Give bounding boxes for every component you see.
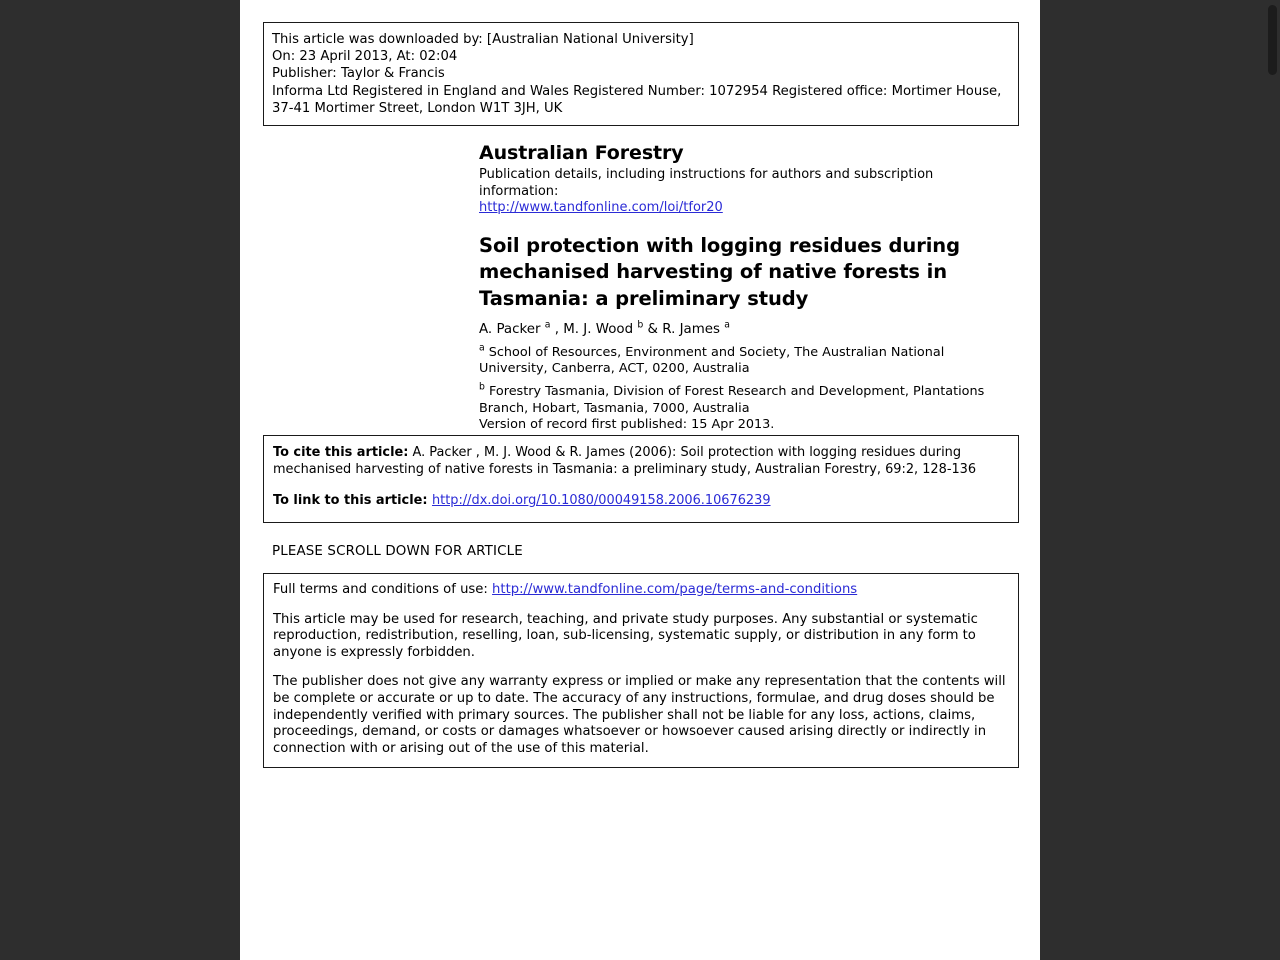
author-one-affiliation-marker: a [544,319,551,331]
vertical-scrollbar-track[interactable] [1265,0,1280,960]
terms-paragraph-usage: This article may be used for research, teaching, and private study purposes. Any substantial or systematic reproduction, redistribution, reselling, loan, sub-licensing, systematic supply, or distribution in any form to anyone is expressly forbidden. [273,611,978,660]
cite-this-article-label: To cite this article: [273,445,409,460]
journal-title: Australian Forestry [479,142,684,164]
affiliation-b-text: Forestry Tasmania, Division of Forest Research and Development, Plantations Branch, Hobart, Tasmania, 7000, Australia [479,384,985,416]
affiliation-b-marker: b [479,382,485,394]
terms-and-conditions-box [263,573,1019,768]
download-date-line: On: 23 April 2013, At: 02:04 [272,49,458,65]
citation-line [273,445,1009,478]
author-separator-two: & R. James [643,322,725,337]
author-separator-one: , M. J. Wood [550,322,638,337]
publisher-line: Publisher: Taylor & Francis [272,66,445,82]
journal-homepage-link[interactable]: http://www.tandfonline.com/loi/tfor20 [479,200,723,215]
registration-line: Informa Ltd Registered in England and Wales Registered Number: 1072954 Registered office: Mortimer House, 37-41 Mortimer Street, London W1T 3JH, UK [272,83,1002,116]
doi-link[interactable]: http://dx.doi.org/10.1080/00049158.2006.10676239 [432,493,771,508]
terms-paragraph-warranty: The publisher does not give any warranty express or implied or make any representation that the contents will be complete or accurate or up to date. The accuracy of any instructions, formulae, and drug doses should be independently verified with primary sources. The publisher shall not be liable for any loss, actions, claims, proceedings, demand, or costs or damages whatsoever or howsoever caused arising directly or indirectly in connection with or arising out of the use of this material. [273,674,1006,756]
full-terms-label: Full terms and conditions of use: [273,582,493,597]
affiliation-a-marker: a [479,342,485,354]
affiliation-b [479,384,999,416]
citation-box [263,435,1019,523]
affiliation-a [479,342,999,377]
pdf-page [240,0,1040,960]
publication-details [479,167,999,217]
terms-and-conditions-link[interactable]: http://www.tandfonline.com/page/terms-and-conditions [492,582,858,597]
downloaded-by-line: This article was downloaded by: [Australian National University] [272,32,694,47]
author-two-affiliation-marker: b [637,319,644,331]
doi-link-line [273,493,1009,510]
scroll-down-notice: PLEASE SCROLL DOWN FOR ARTICLE [272,544,523,559]
full-terms-line [273,582,1009,599]
article-title: Soil protection with logging residues during mechanised harvesting of native forests in Tasmania: a preliminary study [479,233,960,310]
version-of-record-line: Version of record first published: 15 Apr 2013. [479,416,775,432]
affiliation-a-text: School of Resources, Environment and Society, The Australian National University, Canberra, ACT, 0200, Australia [479,345,945,377]
author-one-name: A. Packer [479,322,545,337]
cite-this-article-text: A. Packer , M. J. Wood & R. James (2006): Soil protection with logging residues during mechanised harvesting of native forests in Tasmania: a preliminary study, Australian Forestry, 69:2, 128-136 [273,445,977,477]
article-authors [479,321,999,339]
article-meta-block [479,142,999,433]
publication-details-label: Publication details, including instructions for authors and subscription information: [479,167,934,199]
vertical-scrollbar-thumb[interactable] [1268,5,1277,75]
author-three-affiliation-marker: a [724,319,730,331]
link-to-article-label: To link to this article: [273,493,433,508]
download-info-box [263,22,1019,126]
